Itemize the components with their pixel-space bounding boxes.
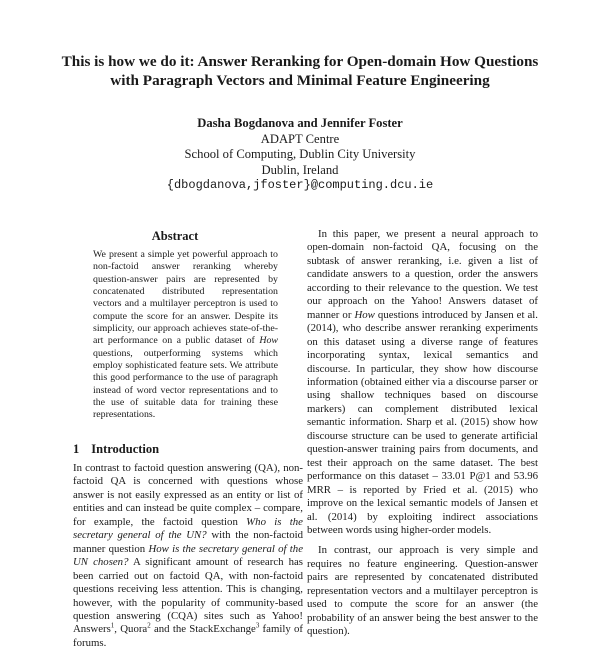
abstract-heading: Abstract bbox=[151, 229, 199, 243]
intro-example-factoid: Who is the secretary general of the UN? bbox=[73, 515, 303, 542]
abstract-text-part2: questions, outperforming systems which employ sophisticated feature sets. We attribute this good performance to the use of paragraph instead of word vector representations and to the use of suitable data for training these representations. bbox=[93, 347, 278, 421]
intro-text-3: A significant amount of research has been carried out on factoid QA, with non-factoid questions receiving less attention. This is changing, however, with the popularity of community-based question answering (CQA) sites such as Yahoo! Answers bbox=[73, 556, 304, 636]
abstract-emphasis: How bbox=[259, 335, 278, 347]
author-block bbox=[100, 116, 500, 194]
abstract-text bbox=[93, 249, 278, 422]
section-title: Introduction bbox=[91, 442, 160, 456]
affiliation-location: Dublin, Ireland bbox=[261, 162, 339, 177]
affiliation-centre: ADAPT Centre bbox=[260, 131, 340, 146]
intro-example-nonfactoid: How is the secretary general of the UN chosen? bbox=[73, 542, 303, 569]
author-email: {dbogdanova,jfoster}@computing.dcu.ie bbox=[166, 178, 434, 192]
section-heading-introduction bbox=[73, 442, 159, 457]
title-line-1: This is how we do it: Answer Reranking for Open-domain How Questions bbox=[61, 53, 539, 70]
footnote-marker-1: 1 bbox=[110, 621, 115, 630]
right-column bbox=[307, 228, 538, 639]
title-line-2: with Paragraph Vectors and Minimal Feature Engineering bbox=[110, 72, 490, 89]
author-names: Dasha Bogdanova and Jennifer Foster bbox=[197, 116, 403, 130]
paragraph-contrast: In contrast, our approach is very simple and requires no feature engineering. Question-answer pairs are represented by concatenated distributed representation vectors and a multilayer perceptron is used to compute the score for an answer (the probability of an answer being the best answer to the question). bbox=[307, 544, 538, 638]
approach-emphasis: How bbox=[354, 308, 375, 321]
intro-text-2: with the non-factoid manner question bbox=[73, 529, 303, 555]
intro-text-5: and the StackExchange bbox=[150, 623, 256, 636]
intro-text-1: In contrast to factoid question answering (QA), non-factoid QA is concerned with questions whose answer is not easily expressed as an entity or list of entities and can instead be quite complex – compare, for example, the factoid question bbox=[73, 462, 303, 528]
approach-text-2: questions introduced by Jansen et al. (2014), who describe answer reranking experiments on this dataset using a diverse range of features incorporating syntax, lexical semantics and discourse. In particular, they show how discourse information (obtained either via a discourse parser or using shallow techniques based on discourse markers) can complement distributed lexical semantic information. Sharp et al. (2015) show how discourse structure can be used to generate artificial question-answer training pairs from documents, and test their approach on the same dataset. The best performance on this dataset – 33.01 P@1 and 53.96 MRR – is reported by Fried et al. (2015) who improve on the lexical semantic models of Jansen et al. (2014) by exploiting indirect associations between words using higher-order models. bbox=[307, 308, 538, 536]
abstract-text-part1: We present a simple yet powerful approach to non-factoid answer reranking whereby question-answer pairs are represented by concatenated distributed representation vectors and a multilayer perceptron is used to compute the score for an answer. Despite its simplicity, our approach achieves state-of-the-art performance on a public dataset of bbox=[93, 249, 278, 347]
introduction-paragraph bbox=[73, 462, 303, 650]
paragraph-approach bbox=[307, 228, 538, 537]
affiliation-school: School of Computing, Dublin City University bbox=[184, 147, 416, 161]
intro-text-6: family of forums. bbox=[73, 623, 303, 649]
approach-text-1: In this paper, we present a neural approach to open-domain non-factoid QA, focusing on the subtask of answer reranking, i.e. given a list of candidate answers to a question, order the answers according to their relevance to the question. We test our approach on the Yahoo! Answers dataset of manner or bbox=[307, 228, 538, 321]
footnote-marker-3: 3 bbox=[255, 621, 260, 630]
intro-text-4: , Quora bbox=[114, 623, 148, 636]
paper-title bbox=[40, 52, 560, 90]
section-number: 1 bbox=[73, 442, 80, 456]
footnote-marker-2: 2 bbox=[147, 621, 151, 630]
